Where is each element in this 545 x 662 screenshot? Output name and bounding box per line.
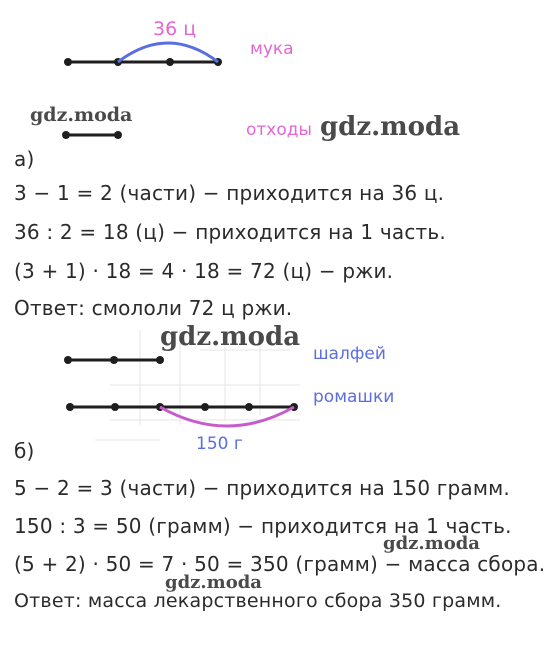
part-b-line: 150 : 3 = 50 (грамм) − приходится на 1 часть. (14, 514, 512, 538)
part-b-line: (5 + 2) · 50 = 7 · 50 = 350 (грамм) − масса сбора. (14, 552, 545, 576)
watermark: gdz.moda (165, 572, 262, 593)
waste-segment (62, 131, 122, 139)
part-a-answer: Ответ: смололи 72 ц ржи. (14, 296, 293, 320)
flour-segment (64, 58, 222, 66)
part-b-line: 5 − 2 = 3 (части) − приходится на 150 грамм. (14, 476, 510, 500)
sage-segment (64, 356, 164, 364)
watermark: gdz.moda (383, 533, 480, 554)
waste-label: отходы (246, 120, 312, 140)
chamomile-label: ромашки (313, 387, 395, 407)
part-a-line: 3 − 1 = 2 (части) − приходится на 36 ц. (14, 181, 445, 205)
part-a-line: 36 : 2 = 18 (ц) − приходится на 1 часть. (14, 220, 446, 244)
part-b-letter: б) (14, 439, 35, 463)
chamomile-arc-label: 150 г (196, 434, 243, 454)
watermark: gdz.moda (160, 322, 301, 352)
part-b-answer: Ответ: масса лекарственного сбора 350 грамм. (14, 590, 502, 612)
sage-label: шалфей (313, 344, 386, 364)
chamomile-segment (66, 403, 298, 411)
flour-arc-label: 36 ц (153, 18, 197, 40)
watermark: gdz.moda (30, 104, 133, 126)
part-a-line: (3 + 1) · 18 = 4 · 18 = 72 (ц) − ржи. (14, 259, 394, 283)
part-a-letter: а) (14, 147, 35, 171)
watermark: gdz.moda (320, 112, 461, 142)
flour-label: мука (250, 39, 294, 59)
